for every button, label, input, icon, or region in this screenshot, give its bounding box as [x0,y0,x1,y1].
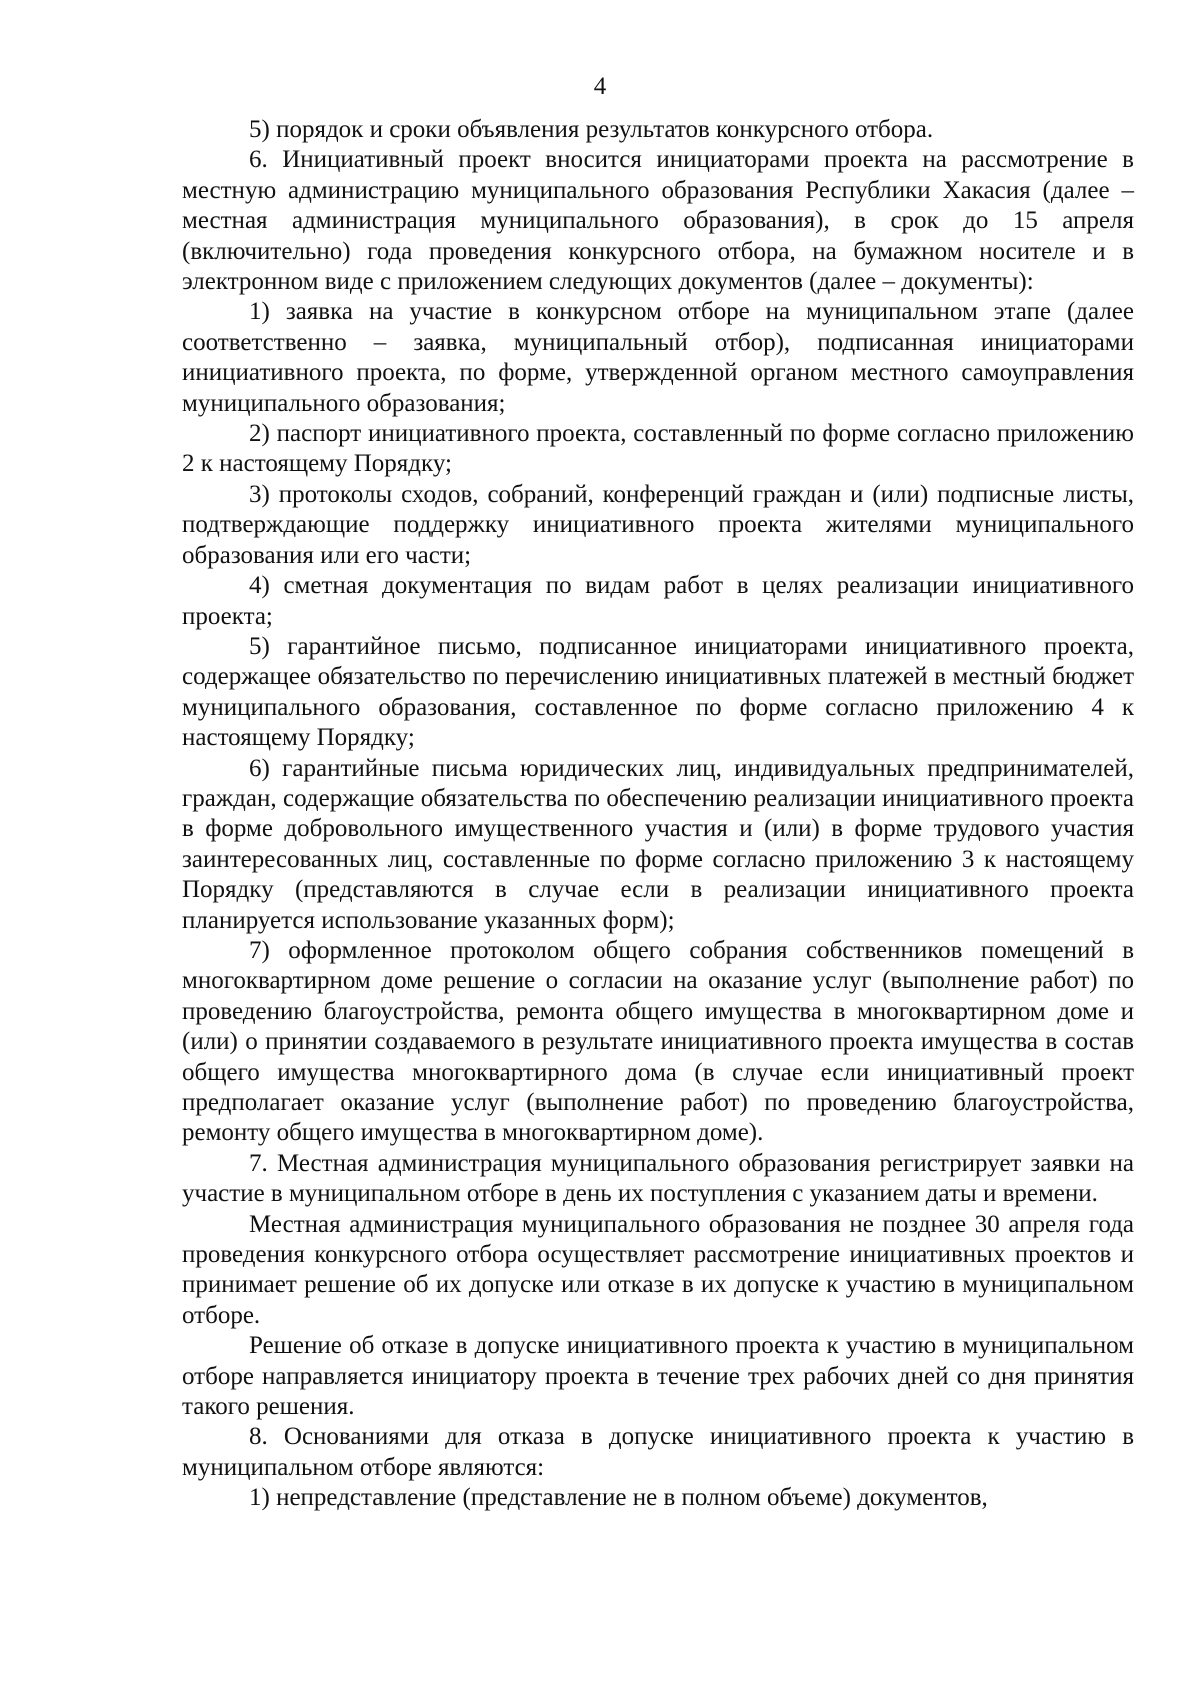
paragraph-doc-6-guarantee-letters: 6) гарантийные письма юридических лиц, индивидуальных предпринимателей, граждан, содержащие обязательства по обеспечению реализации инициативного проекта в форме добровольного имущественного участия и (или) в форме трудового участия заинтересованных лиц, составленные по форме согласно приложению 3 к настоящему Порядку (представляются в случае если в реализации инициативного проекта планируется использование указанных форм); [182,754,1134,934]
paragraph-doc-3-protocols: 3) протоколы сходов, собраний, конференций граждан и (или) подписные листы, подтверждающие поддержку инициативного проекта жителями муниципального образования или его части; [182,480,1134,569]
paragraph-refusal-notice: Решение об отказе в допуске инициативного проекта к участию в муниципальном отборе направляется инициатору проекта в течение трех рабочих дней со дня принятия такого решения. [182,1332,1134,1421]
paragraph-review-deadline: Местная администрация муниципального образования не позднее 30 апреля года проведения конкурсного отбора осуществляет рассмотрение инициативных проектов и принимает решение об их допуске или отказе в их допуске к участию в муниципальном отборе. [182,1210,1134,1329]
paragraph-doc-5-guarantee-letter: 5) гарантийное письмо, подписанное инициаторами инициативного проекта, содержащее обязательство по перечислению инициативных платежей в местный бюджет муниципального образования, составленное по форме согласно приложению 4 к настоящему Порядку; [182,632,1134,752]
paragraph-doc-4-estimate: 4) сметная документация по видам работ в целях реализации инициативного проекта; [182,572,1134,630]
paragraph-8-refusal-grounds: 8. Основаниями для отказа в допуске инициативного проекта к участию в муниципальном отборе являются: [182,1423,1134,1481]
paragraph-7-registration: 7. Местная администрация муниципального образования регистрирует заявки на участие в муниципальном отборе в день их поступления с указанием даты и времени. [182,1149,1134,1208]
paragraph-doc-7-owners-meeting: 7) оформленное протоколом общего собрания собственников помещений в многоквартирном доме решение о согласии на оказание услуг (выполнение работ) по проведению благоустройства, ремонта общего имущества в многоквартирном доме и (или) о принятии создаваемого в результате инициативного проекта имущества в состав общего имущества многоквартирного дома (в случае если инициативный проект предполагает оказание услуг (выполнение работ) по проведению благоустройства, ремонту общего имущества в многоквартирном доме). [182,936,1134,1147]
paragraph-doc-1-application: 1) заявка на участие в конкурсном отборе на муниципальном этапе (далее соответственно – заявка, муниципальный отбор), подписанная инициаторами инициативного проекта, по форме, утвержденной органом местного самоуправления муниципального образования; [182,298,1134,417]
paragraph-item-5-results: 5) порядок и сроки объявления результатов конкурсного отбора. [249,116,934,143]
document-body [182,115,1134,1514]
paragraph-ground-1: 1) непредставление (представление не в полном объеме) документов, [249,1484,988,1512]
page-number: 4 [593,73,607,100]
paragraph-doc-2-passport: 2) паспорт инициативного проекта, составленный по форме согласно приложению 2 к настоящему Порядку; [182,420,1134,478]
paragraph-6-submission: 6. Инициативный проект вносится инициаторами проекта на рассмотрение в местную администрацию муниципального образования Республики Хакасия (далее – местная администрация муниципального образования), в срок до 15 апреля (включительно) года проведения конкурсного отбора, на бумажном носителе и в электронном виде с приложением следующих документов (далее – документы): [182,146,1134,296]
